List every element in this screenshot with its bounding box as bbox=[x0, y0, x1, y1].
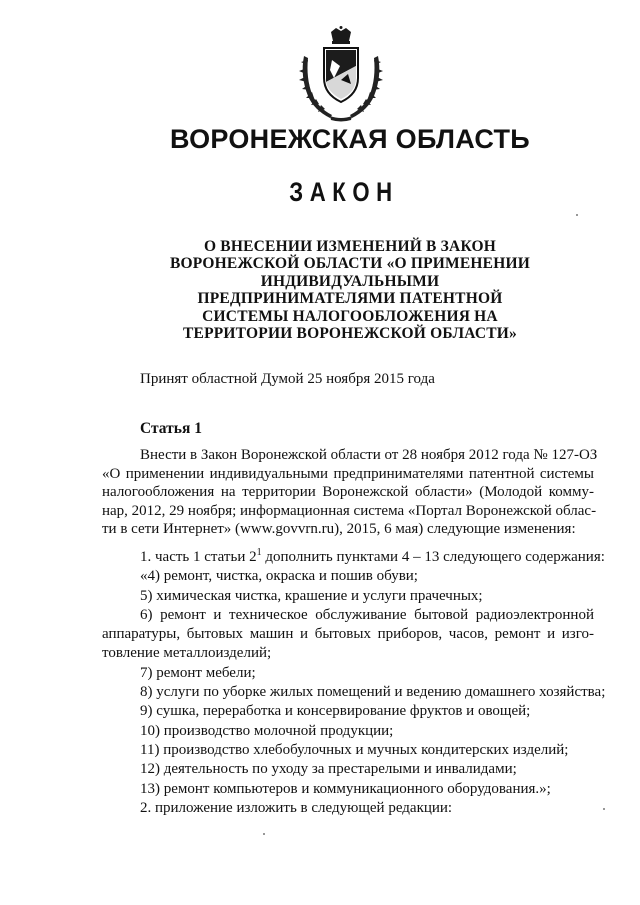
item1-superscript: 1 bbox=[256, 547, 262, 558]
law-title-line: О ВНЕСЕНИИ ИЗМЕНЕНИЙ В ЗАКОН bbox=[203, 238, 497, 255]
law-title-line: ИНДИВИДУАЛЬНЫМИ bbox=[260, 272, 440, 290]
article-heading: Статья 1 bbox=[140, 420, 202, 437]
list-item: 9) сушка, переработка и консервирование фруктов и овощей; bbox=[140, 703, 531, 720]
law-title-line: ТЕРРИТОРИИ ВОРОНЕЖСКОЙ ОБЛАСТИ» bbox=[183, 325, 517, 343]
adoption-date: Принят областной Думой 25 ноября 2015 года bbox=[140, 371, 435, 387]
scan-speck bbox=[263, 833, 265, 835]
list-item: 11) производство хлебобулочных и мучных кондитерских изделий; bbox=[140, 741, 569, 758]
list-item: 7) ремонт мебели; bbox=[140, 664, 256, 681]
intro-line: ти в сети Интернет» (www.govvrn.ru), 2015, 6 мая) следующие изменения: bbox=[102, 521, 576, 538]
law-title bbox=[150, 238, 550, 342]
list-item: аппаратуры, бытовых машин и бытовых приборов, часов, ремонт и изго- bbox=[102, 626, 594, 643]
scan-speck bbox=[576, 214, 578, 216]
list-item: 12) деятельность по уходу за престарелыми и инвалидами; bbox=[140, 761, 517, 778]
intro-line: налогообложения на территории Воронежской области» (Молодой комму- bbox=[102, 484, 594, 501]
document-type: ЗАКОН bbox=[289, 177, 399, 207]
article-intro bbox=[102, 446, 598, 539]
amendment-list bbox=[102, 547, 606, 818]
intro-line: нар, 2012, 29 ноября; информационная система «Портал Воронежской облас- bbox=[102, 502, 597, 519]
coat-of-arms-icon bbox=[296, 26, 386, 122]
list-item: 2. приложение изложить в следующей редакции: bbox=[140, 799, 453, 816]
list-item: 10) производство молочной продукции; bbox=[140, 722, 394, 739]
list-item: 13) ремонт компьютеров и коммуникационного оборудования.»; bbox=[140, 780, 551, 797]
region-title: ВОРОНЕЖСКАЯ ОБЛАСТЬ bbox=[169, 124, 531, 154]
law-title-line: СИСТЕМЫ НАЛОГООБЛОЖЕНИЯ НА bbox=[202, 307, 498, 325]
list-item bbox=[102, 547, 605, 567]
list-item: «4) ремонт, чистка, окраска и пошив обуви; bbox=[140, 568, 418, 585]
scan-speck bbox=[603, 808, 605, 810]
law-title-line: ПРЕДПРИНИМАТЕЛЯМИ ПАТЕНТНОЙ bbox=[197, 290, 503, 308]
law-title-line: ВОРОНЕЖСКОЙ ОБЛАСТИ «О ПРИМЕНЕНИИ bbox=[170, 255, 530, 273]
list-item: 5) химическая чистка, крашение и услуги прачечных; bbox=[140, 587, 483, 604]
list-item: 6) ремонт и техническое обслуживание бытовой радиоэлектронной bbox=[140, 606, 594, 623]
list-item: товление металлоизделий; bbox=[102, 645, 272, 662]
intro-line: Внести в Закон Воронежской области от 28 ноября 2012 года № 127-ОЗ bbox=[140, 447, 598, 463]
list-item: 8) услуги по уборке жилых помещений и ведению домашнего хозяйства; bbox=[140, 684, 606, 701]
item1-after: дополнить пунктами 4 – 13 следующего содержания: bbox=[261, 549, 605, 565]
item1-before: 1. часть 1 статьи 2 bbox=[140, 549, 257, 565]
intro-line: «О применении индивидуальными предпринимателями патентной системы bbox=[102, 465, 594, 482]
